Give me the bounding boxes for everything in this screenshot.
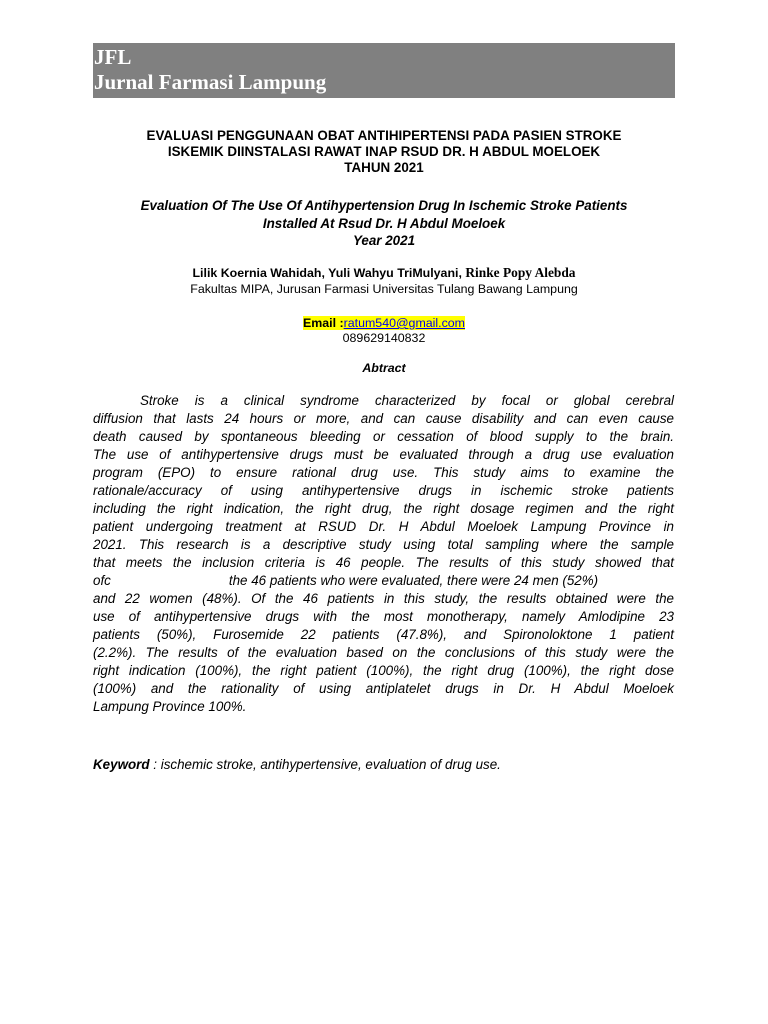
contact-block (93, 316, 675, 346)
paper-title-line: TAHUN 2021 (344, 160, 424, 175)
abstract-line: program (EPO) to ensure rational drug use. This study aims to examine the (93, 465, 674, 480)
abstract-line: The use of antihypertensive drugs must be evaluated through a drug use evaluation (93, 447, 674, 462)
phone-number: 089629140832 (342, 331, 426, 345)
abstract-line: rationale/accuracy of using antihypertensive drugs in ischemic stroke patients (93, 483, 674, 498)
abstract-line: (100%) and the rationality of using antiplatelet drugs in Dr. H Abdul Moeloek (93, 681, 674, 696)
abstract-fragment: ofc (93, 573, 111, 588)
journal-name: Jurnal Farmasi Lampung (94, 70, 327, 94)
email-link[interactable]: ratum540@gmail.com (343, 316, 466, 330)
author-names: Lilik Koernia Wahidah, Yuli Wahyu TriMulyani, (192, 266, 462, 280)
abstract-line: diffusion that lasts 24 hours or more, and can cause disability and can even cause (93, 411, 674, 426)
abstract-line: including the right indication, the right drug, the right dosage regimen and the right (93, 501, 674, 516)
paper-title (93, 128, 675, 176)
journal-abbreviation: JFL (94, 45, 132, 69)
paper-title-line: ISKEMIK DIINSTALASI RAWAT INAP RSUD DR. H ABDUL MOELOEK (167, 144, 601, 159)
email-label: Email : (302, 316, 344, 330)
keywords (93, 756, 675, 774)
abstract-body (93, 392, 674, 716)
english-title-line: Installed At Rsud Dr. H Abdul Moeloek (262, 215, 506, 231)
abstract-line: Stroke is a clinical syndrome characterized by focal or global cerebral (140, 393, 674, 408)
abstract-line (93, 572, 674, 590)
author-names-line (93, 265, 675, 281)
abstract-line: and 22 women (48%). Of the 46 patients in this study, the results obtained were the (93, 591, 674, 606)
english-title (93, 197, 675, 250)
keyword-label: Keyword (93, 757, 150, 772)
author-last-name: Rinke Popy Alebda (465, 265, 576, 280)
abstract-line: patient undergoing treatment at RSUD Dr. H Abdul Moeloek Lampung Province in (93, 519, 674, 534)
abstract-line: 2021. This research is a descriptive study using total sampling where the sample (93, 537, 674, 552)
keyword-text: : ischemic stroke, antihypertensive, evaluation of drug use. (149, 757, 501, 772)
abstract-line: that meets the inclusion criteria is 46 people. The results of this study showed that (93, 555, 674, 570)
abstract-line: death caused by spontaneous bleeding or cessation of blood supply to the brain. (93, 429, 674, 444)
abstract-line: (2.2%). The results of the evaluation based on the conclusions of this study were the (93, 645, 674, 660)
abstract-heading: Abtract (362, 361, 406, 375)
abstract-line: patients (50%), Furosemide 22 patients (47.8%), and Spironoloktone 1 patient (93, 627, 674, 642)
journal-header (93, 43, 675, 98)
english-title-line: Year 2021 (352, 233, 416, 248)
abstract-line: use of antihypertensive drugs with the most monotherapy, namely Amlodipine 23 (93, 609, 674, 624)
paper-title-line: EVALUASI PENGGUNAAN OBAT ANTIHIPERTENSI PADA PASIEN STROKE (146, 128, 622, 143)
abstract-line: right indication (100%), the right patient (100%), the right drug (100%), the right dose (93, 663, 674, 678)
abstract-fragment: the 46 patients who were evaluated, there were 24 men (52%) (228, 573, 599, 588)
author-affiliation: Fakultas MIPA, Jurusan Farmasi Universitas Tulang Bawang Lampung (190, 282, 578, 296)
english-title-line: Evaluation Of The Use Of Antihypertension Drug In Ischemic Stroke Patients (140, 198, 628, 213)
author-block (93, 265, 675, 297)
abstract-line: Lampung Province 100%. (93, 699, 247, 714)
email-line (93, 316, 675, 331)
